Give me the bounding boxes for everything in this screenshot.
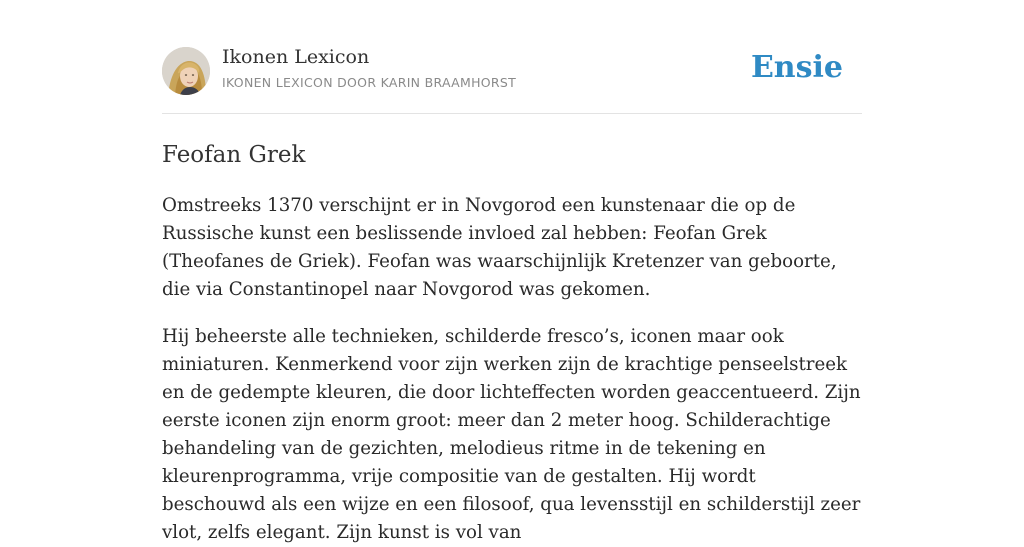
site-title[interactable]: Ikonen Lexicon — [222, 46, 370, 68]
article-paragraph: Hij beheerste alle technieken, schilderde fresco’s, iconen maar ook miniaturen. Kenmerkend voor zijn werken zijn de krachtige penseelstreek en de gedempte kleuren, die door lichteffecten worden geaccentueerd. Zijn eerste iconen zijn enorm groot: meer dan 2 meter hoog. Schilderachtige behandeling van de gezichten, melodieus ritme in de tekening en kleurenprogramma, vrije compositie van de gestalten. Hij wordt beschouwd als een wijze en een filosoof, qua levensstijl en schilderstijl zeer vlot, zelfs elegant. Zijn kunst is vol van — [162, 326, 861, 543]
article-paragraph: Omstreeks 1370 verschijnt er in Novgorod een kunstenaar die op de Russische kunst een beslissende invloed zal hebben: Feofan Grek (Theofanes de Griek). Feofan was waarschijnlijk Kretenzer van geboorte, die via Constantinopel naar Novgorod was gekomen. — [162, 195, 837, 300]
ensie-logo-link[interactable]: Ensie — [750, 50, 843, 85]
site-header — [162, 0, 862, 114]
site-subtitle: IKONEN LEXICON DOOR KARIN BRAAMHORST — [222, 75, 517, 90]
author-avatar[interactable] — [162, 47, 210, 95]
article-title: Feofan Grek — [162, 142, 306, 168]
page-container — [162, 0, 862, 547]
author-portrait-icon — [162, 47, 210, 95]
